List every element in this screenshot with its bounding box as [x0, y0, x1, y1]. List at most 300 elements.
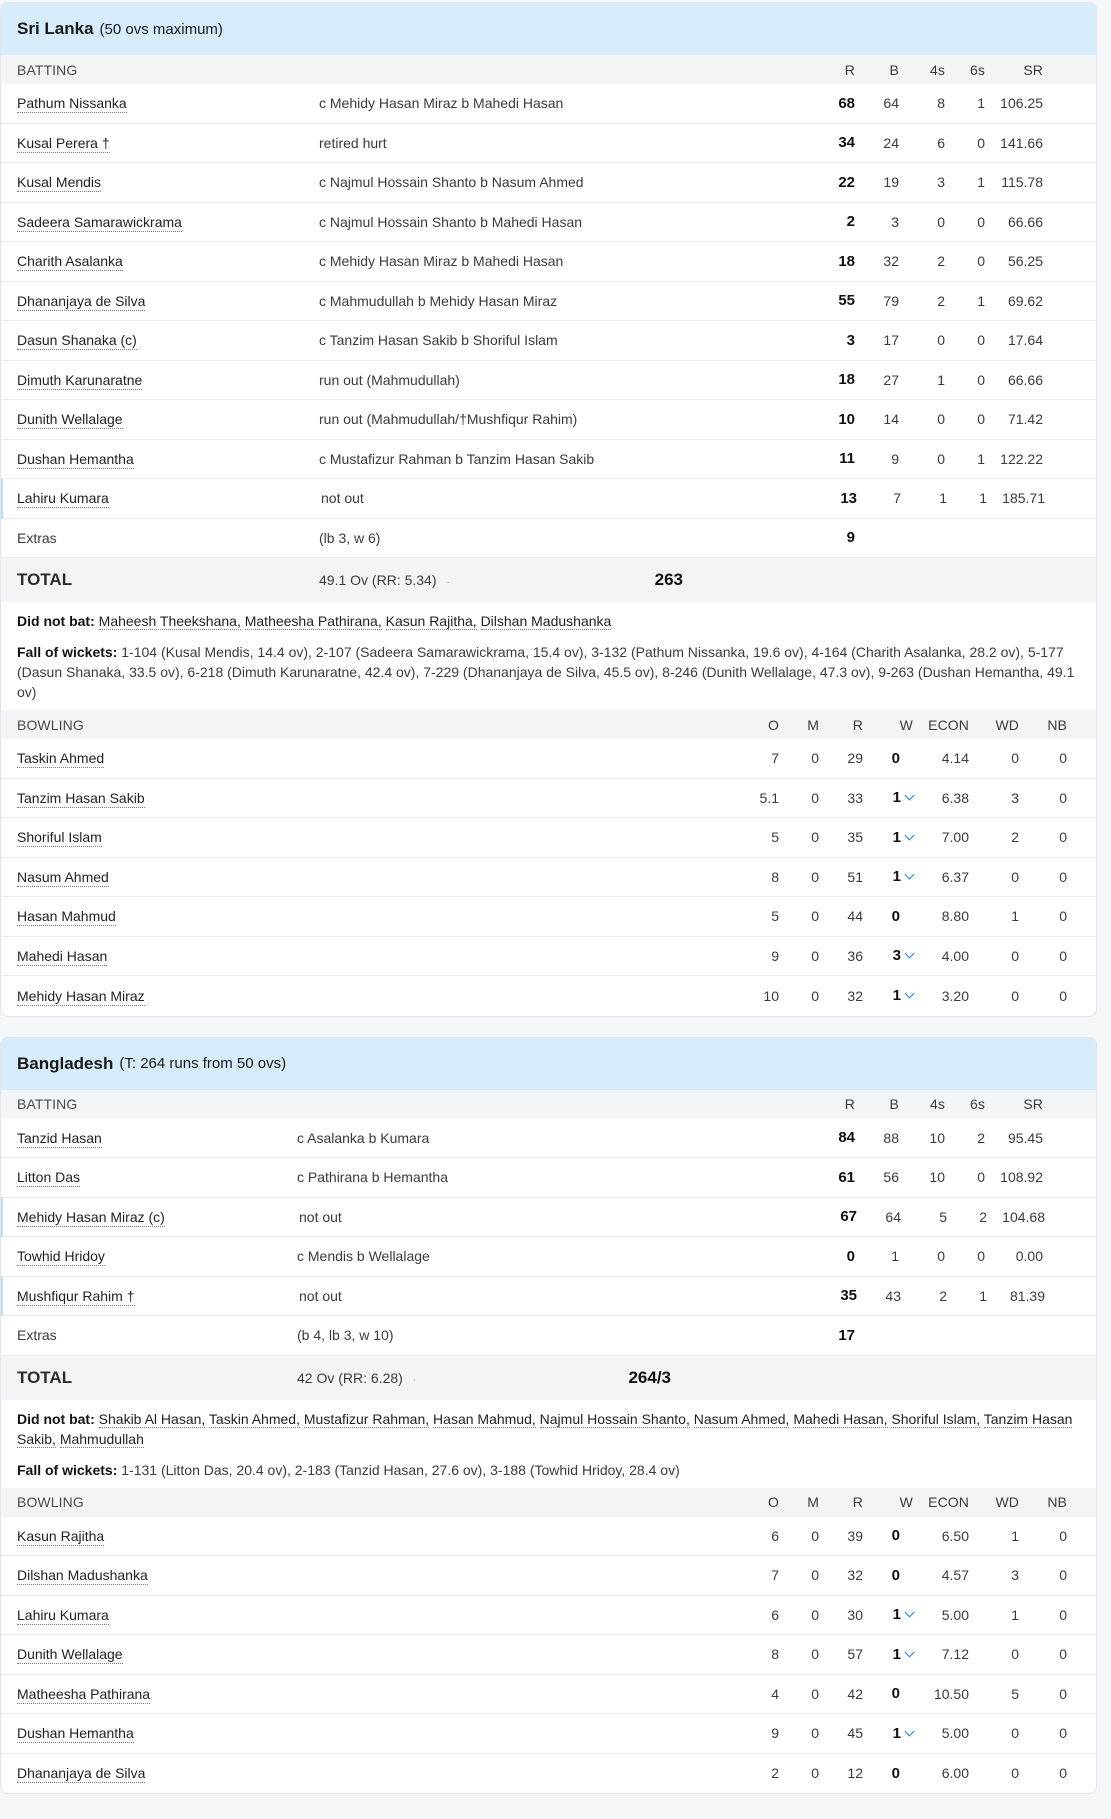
chevron-down-icon[interactable] [905, 830, 915, 840]
extras-label: Extras [17, 529, 57, 546]
bat-stat-b: 14 [883, 411, 899, 428]
innings-header[interactable] [1, 1038, 1096, 1090]
batter-name-link[interactable]: Litton Das [17, 1169, 81, 1186]
batter-name-cell [1, 411, 319, 427]
batter-row [1, 479, 1096, 519]
chevron-down-icon[interactable] [905, 1608, 915, 1618]
wickets-value: 0 [891, 1527, 900, 1545]
bowl-stat-r: 36 [847, 947, 863, 964]
bowl-stat-r: 33 [847, 789, 863, 806]
batter-name-link[interactable]: Kusal Mendis [17, 174, 102, 191]
bat-stat-sr: 0.00 [1015, 1248, 1043, 1265]
bat-stat-r: 68 [838, 94, 855, 112]
bat-stat-r: 18 [838, 371, 855, 389]
bat-stat-fours: 1 [939, 490, 947, 507]
dismissal-text: c Pathirana b Hemantha [297, 1169, 448, 1186]
bowl-stat-o: 9 [771, 1725, 779, 1742]
bowl-stat-r: 35 [847, 829, 863, 846]
bowl-stat-econ: 6.37 [941, 868, 969, 885]
bowl-stat-econ: 4.00 [941, 947, 969, 964]
extras-label: Extras [17, 1327, 57, 1344]
bat-stat-fours: 2 [937, 292, 945, 309]
bowler-name-cell [1, 948, 741, 964]
bowl-stat-econ: 6.00 [941, 1765, 969, 1782]
chevron-down-icon[interactable] [905, 1647, 915, 1657]
did-not-bat-label: Did not bat: [17, 1410, 95, 1427]
bowl-stat-o: 5 [771, 908, 779, 925]
team-name: Bangladesh [17, 1053, 114, 1073]
bat-stat-sixes: 1 [977, 95, 985, 112]
bowl-stat-econ: 8.80 [941, 908, 969, 925]
batter-row [1, 1237, 1096, 1277]
bowl-stat-m: 0 [811, 987, 819, 1004]
total-label: TOTAL [17, 1367, 73, 1387]
bowl-stat-w[interactable] [863, 1646, 913, 1663]
batting-heading: BATTING [17, 61, 78, 78]
bowler-name-link[interactable]: Kasun Rajitha [17, 1527, 105, 1544]
bat-stat-sr: 66.66 [1007, 371, 1043, 388]
bowl-stat-wd: 2 [1011, 829, 1019, 846]
dismissal-text: c Mehidy Hasan Miraz b Mahedi Hasan [319, 95, 564, 112]
did-not-bat-player[interactable]: Shoriful Islam, [891, 1410, 981, 1427]
bowler-row [1, 1556, 1096, 1596]
team-name: Sri Lanka [17, 19, 94, 38]
batter-name-link[interactable]: Dimuth Karunaratne [17, 371, 143, 388]
dismissal-text: retired hurt [319, 134, 387, 151]
batter-row [1, 124, 1096, 164]
bowl-stat-econ: 10.50 [933, 1685, 969, 1702]
separator-dot: · [446, 577, 450, 588]
innings-header[interactable] [1, 3, 1096, 55]
extras-total: 9 [846, 529, 855, 547]
batter-name-link[interactable]: Mehidy Hasan Miraz (c) [17, 1208, 165, 1225]
bowl-stat-wd: 1 [1011, 1606, 1019, 1623]
bowl-stat-o: 9 [771, 947, 779, 964]
dismissal-text: c Najmul Hossain Shanto b Nasum Ahmed [319, 174, 584, 191]
bowl-col-header: ECON [928, 716, 969, 733]
bat-stat-sixes: 1 [977, 174, 985, 191]
bowl-stat-w[interactable] [863, 868, 913, 885]
did-not-bat-player[interactable]: Matheesha Pathirana, [244, 613, 382, 629]
dismissal-text: c Mehidy Hasan Miraz b Mahedi Hasan [319, 253, 564, 270]
bat-stat-r: 34 [838, 134, 855, 152]
batter-row [1, 203, 1096, 243]
did-not-bat-player[interactable]: Tanzim Hasan Sakib, [17, 1410, 1073, 1447]
fall-of-wickets [1, 633, 1096, 710]
batter-name-cell [1, 253, 319, 269]
batter-row [1, 440, 1096, 480]
did-not-bat-label: Did not bat: [17, 613, 95, 629]
bowling-heading: BOWLING [17, 716, 84, 733]
bowl-col-header: O [768, 1494, 779, 1510]
bowl-stat-w[interactable] [863, 1606, 913, 1623]
fall-of-wickets-label: Fall of wickets: [17, 1461, 118, 1478]
bowl-stat-m: 0 [811, 1567, 819, 1584]
extras-row [1, 519, 1096, 559]
bat-col-header: 6s [970, 1096, 985, 1112]
bat-stat-sixes: 0 [977, 1248, 985, 1265]
batter-name-link[interactable]: Charith Asalanka [17, 253, 123, 270]
bat-stat-r: 3 [846, 331, 855, 349]
innings-card [0, 2, 1097, 1017]
bowl-stat-m: 0 [811, 750, 819, 767]
bowl-stat-nb: 0 [1059, 987, 1067, 1004]
bat-stat-fours: 0 [937, 332, 945, 349]
bat-stat-r: 10 [838, 410, 855, 428]
bowl-stat-r: 29 [847, 750, 863, 767]
bat-stat-b: 32 [883, 253, 899, 270]
bat-stat-r: 61 [838, 1168, 855, 1186]
wickets-value: 1 [892, 828, 901, 846]
bowler-name-link[interactable]: Tanzim Hasan Sakib [17, 789, 145, 806]
bowl-stat-r: 57 [847, 1646, 863, 1663]
bowler-name-link[interactable]: Nasum Ahmed [17, 868, 109, 885]
bowl-stat-w [863, 1685, 913, 1702]
bowl-stat-nb: 0 [1059, 789, 1067, 806]
bowler-name-link[interactable]: Taskin Ahmed [17, 750, 105, 767]
bat-stat-sr: 95.45 [1007, 1129, 1043, 1146]
bowler-name-link[interactable]: Dushan Hemantha [17, 1725, 134, 1742]
batter-row [1, 400, 1096, 440]
bowler-row [1, 897, 1096, 937]
total-runs: 264/3 [628, 1367, 671, 1387]
batter-name-link[interactable]: Pathum Nissanka [17, 95, 127, 112]
bowl-col-header: M [807, 1494, 819, 1510]
batter-name-link[interactable]: Dasun Shanaka (c) [17, 332, 137, 349]
did-not-bat-player[interactable]: Kasun Rajitha, [385, 613, 477, 629]
bat-stat-b: 64 [885, 1208, 901, 1225]
did-not-bat-player[interactable]: Najmul Hossain Shanto, [539, 1410, 690, 1427]
bat-stat-b: 64 [883, 95, 899, 112]
bat-stat-fours: 6 [937, 134, 945, 151]
chevron-down-icon[interactable] [905, 989, 915, 999]
bowl-stat-econ: 7.00 [941, 829, 969, 846]
bat-stat-sr: 69.62 [1007, 292, 1043, 309]
bowler-name-cell [1, 869, 741, 885]
fall-of-wickets-text: 1-104 (Kusal Mendis, 14.4 ov), 2-107 (Sadeera Samarawickrama, 15.4 ov), 3-132 (Pathum Nissanka, 19.6 ov), 4-164 (Charith Asalanka, 28.2 ov), 5-177 (Dasun Shanaka, 33.5 ov), 6-218 (Dimuth Karunaratne, 42.4 ov), 7-229 (Dhananjaya de Silva, 45.5 ov), 8-246 (Dunith Wellalage, 47.3 ov), 9-263 (Dushan Hemantha, 49.1 ov) [17, 644, 1075, 700]
bowler-row [1, 1754, 1096, 1794]
bat-stat-sr: 108.92 [1000, 1169, 1043, 1186]
bowl-stat-wd: 0 [1011, 947, 1019, 964]
bowl-col-header: WD [995, 716, 1019, 733]
bowler-name-cell [1, 908, 741, 924]
bowler-row [1, 1517, 1096, 1557]
wickets-value: 1 [892, 789, 901, 807]
bat-col-header: 4s [930, 61, 945, 78]
total-label: TOTAL [17, 570, 73, 589]
bat-col-header: B [889, 61, 899, 78]
bowl-stat-econ: 6.38 [941, 789, 969, 806]
innings-card [0, 1037, 1097, 1795]
total-row [1, 1356, 1096, 1400]
fall-of-wickets-label: Fall of wickets: [17, 644, 118, 660]
did-not-bat-player[interactable]: Mustafizur Rahman, [303, 1410, 430, 1427]
bowler-name-link[interactable]: Shoriful Islam [17, 829, 102, 846]
bowl-stat-nb: 0 [1059, 750, 1067, 767]
wickets-value: 1 [892, 1645, 901, 1663]
bowl-stat-w[interactable] [863, 1725, 913, 1742]
bowl-stat-econ: 4.14 [941, 750, 969, 767]
wickets-value: 0 [891, 1566, 900, 1584]
bowl-stat-nb: 0 [1059, 1725, 1067, 1742]
bat-stat-r: 84 [838, 1129, 855, 1147]
bat-stat-fours: 2 [937, 253, 945, 270]
did-not-bat-player[interactable]: Mahedi Hasan, [793, 1410, 888, 1427]
bowl-stat-wd: 3 [1011, 789, 1019, 806]
bowl-stat-m: 0 [811, 829, 819, 846]
bowl-stat-wd: 0 [1011, 1725, 1019, 1742]
bat-stat-sr: 106.25 [1000, 95, 1043, 112]
bowl-stat-o: 2 [771, 1765, 779, 1782]
bat-stat-b: 27 [883, 371, 899, 388]
chevron-down-icon[interactable] [905, 1726, 915, 1736]
did-not-bat-player[interactable]: Mahmudullah [59, 1430, 144, 1447]
bowling-header-row [1, 710, 1096, 739]
bat-stat-sixes: 2 [979, 1208, 987, 1225]
bat-stat-fours: 10 [929, 1169, 945, 1186]
bowl-stat-r: 12 [847, 1765, 863, 1782]
batting-header-row [1, 55, 1096, 84]
did-not-bat-player[interactable]: Taskin Ahmed, [208, 1410, 300, 1427]
bowl-col-header: W [899, 1494, 913, 1510]
batter-row [1, 1198, 1096, 1238]
bowler-row [1, 1675, 1096, 1715]
bat-stat-fours: 5 [939, 1208, 947, 1225]
batter-row [1, 321, 1096, 361]
batter-name-link[interactable]: Tanzid Hasan [17, 1129, 102, 1146]
bat-stat-sr: 66.66 [1007, 213, 1043, 230]
did-not-bat-player[interactable]: Dilshan Madushanka [480, 613, 612, 629]
bat-stat-b: 43 [885, 1287, 901, 1304]
bowler-row [1, 818, 1096, 858]
bowl-stat-o: 5 [771, 829, 779, 846]
bat-stat-sr: 141.66 [1000, 134, 1043, 151]
bat-stat-b: 1 [891, 1248, 899, 1265]
bowler-name-link[interactable]: Hasan Mahmud [17, 908, 116, 925]
bat-col-header: R [844, 61, 855, 78]
bowl-stat-econ: 4.57 [941, 1567, 969, 1584]
total-overs-cell [319, 572, 563, 588]
bowl-stat-w[interactable] [863, 829, 913, 846]
batter-row [1, 163, 1096, 203]
bat-stat-fours: 8 [937, 95, 945, 112]
bat-stat-sixes: 0 [977, 134, 985, 151]
bat-stat-sixes: 0 [977, 332, 985, 349]
did-not-bat-player[interactable]: Maheesh Theekshana, [98, 613, 241, 629]
extras-detail: (b 4, lb 3, w 10) [297, 1327, 394, 1344]
fall-of-wickets [1, 1451, 1096, 1488]
bowler-name-cell [1, 1567, 741, 1583]
bowl-stat-wd: 0 [1011, 1765, 1019, 1782]
total-overs-cell [297, 1370, 547, 1386]
bowl-stat-w [863, 1527, 913, 1544]
bowl-stat-w[interactable] [863, 947, 913, 964]
did-not-bat-player[interactable]: Nasum Ahmed, [693, 1410, 790, 1427]
bat-stat-fours: 10 [929, 1129, 945, 1146]
bowl-stat-w[interactable] [863, 789, 913, 806]
bat-stat-b: 7 [893, 490, 901, 507]
batter-row [1, 1119, 1096, 1159]
wickets-value: 0 [891, 1764, 900, 1782]
batter-name-link[interactable]: Sadeera Samarawickrama [17, 213, 182, 230]
bowler-name-link[interactable]: Dhananjaya de Silva [17, 1765, 146, 1782]
bowl-stat-o: 8 [771, 868, 779, 885]
bowl-stat-wd: 0 [1011, 868, 1019, 885]
bowl-stat-m: 0 [811, 868, 819, 885]
dismissal-text: c Asalanka b Kumara [297, 1129, 430, 1146]
bat-stat-fours: 0 [937, 450, 945, 467]
bowl-stat-m: 0 [811, 908, 819, 925]
bat-stat-sixes: 0 [977, 411, 985, 428]
batter-name-link[interactable]: Towhid Hridoy [17, 1248, 105, 1265]
bowler-name-cell [1, 988, 741, 1004]
bat-col-header: B [889, 1096, 899, 1112]
bowling-heading: BOWLING [17, 1494, 84, 1510]
bowler-name-link[interactable]: Dunith Wellalage [17, 1646, 123, 1663]
batting-heading: BATTING [17, 1096, 78, 1112]
extras-detail: (lb 3, w 6) [319, 529, 381, 546]
bowler-name-cell [1, 750, 741, 766]
bowl-stat-wd: 1 [1011, 1527, 1019, 1544]
bowl-stat-m: 0 [811, 1685, 819, 1702]
bowler-name-link[interactable]: Mahedi Hasan [17, 947, 108, 964]
bowl-col-header: WD [995, 1494, 1019, 1510]
innings-subtitle: (50 ovs maximum) [99, 20, 223, 38]
bowler-name-link[interactable]: Matheesha Pathirana [17, 1685, 151, 1702]
bowl-stat-nb: 0 [1059, 1685, 1067, 1702]
did-not-bat-player[interactable]: Shakib Al Hasan, [98, 1410, 206, 1427]
bowl-stat-o: 6 [771, 1606, 779, 1623]
bat-stat-b: 88 [883, 1129, 899, 1146]
bowl-stat-wd: 3 [1011, 1567, 1019, 1584]
batter-name-cell [1, 293, 319, 309]
fall-of-wickets-text: 1-131 (Litton Das, 20.4 ov), 2-183 (Tanzid Hasan, 27.6 ov), 3-188 (Towhid Hridoy, 28.4 ov) [121, 1461, 680, 1478]
bowler-name-link[interactable]: Dilshan Madushanka [17, 1567, 148, 1584]
bowl-stat-nb: 0 [1059, 1765, 1067, 1782]
bat-stat-b: 24 [883, 134, 899, 151]
chevron-down-icon[interactable] [905, 870, 915, 880]
bowl-stat-econ: 5.00 [941, 1725, 969, 1742]
bowl-stat-nb: 0 [1059, 1527, 1067, 1544]
bowl-stat-econ: 3.20 [941, 987, 969, 1004]
bowl-stat-wd: 0 [1011, 987, 1019, 1004]
bowl-stat-nb: 0 [1059, 829, 1067, 846]
bat-stat-fours: 3 [937, 174, 945, 191]
bat-stat-b: 56 [883, 1169, 899, 1186]
bat-stat-fours: 1 [937, 371, 945, 388]
bowl-col-header: R [852, 716, 863, 733]
bowler-name-link[interactable]: Lahiru Kumara [17, 1606, 109, 1623]
wickets-value: 1 [892, 1724, 901, 1742]
bowling-header-row [1, 1488, 1096, 1517]
batter-row [1, 1158, 1096, 1198]
bowl-stat-econ: 7.12 [941, 1646, 969, 1663]
bat-stat-r: 2 [846, 213, 855, 231]
bat-stat-sr: 122.22 [1000, 450, 1043, 467]
bowl-stat-econ: 5.00 [941, 1606, 969, 1623]
innings-subtitle: (T: 264 runs from 50 ovs) [119, 1055, 287, 1072]
bowl-stat-w [863, 1567, 913, 1584]
bowl-stat-r: 42 [847, 1685, 863, 1702]
batter-name-cell [1, 372, 319, 388]
bowl-stat-nb: 0 [1059, 947, 1067, 964]
batter-row [1, 242, 1096, 282]
bat-stat-r: 67 [840, 1208, 857, 1226]
bowler-name-cell [1, 1646, 741, 1662]
bat-col-header: SR [1023, 61, 1043, 78]
bat-stat-b: 17 [883, 332, 899, 349]
bowler-row [1, 1635, 1096, 1675]
batter-row [1, 84, 1096, 124]
bowler-name-cell [1, 1686, 741, 1702]
batter-name-cell [1, 135, 319, 151]
bowl-stat-o: 4 [771, 1685, 779, 1702]
bat-stat-sixes: 0 [977, 253, 985, 270]
batter-name-link[interactable]: Lahiru Kumara [17, 490, 109, 507]
wickets-value: 0 [891, 907, 900, 925]
did-not-bat [1, 602, 1096, 633]
batter-name-link[interactable]: Dushan Hemantha [17, 450, 134, 467]
bowl-stat-r: 44 [847, 908, 863, 925]
bat-stat-sixes: 1 [979, 1287, 987, 1304]
bowler-name-cell [1, 1528, 741, 1544]
bowl-stat-o: 5.1 [759, 789, 779, 806]
batter-name-cell [1, 451, 319, 467]
bowler-row [1, 1596, 1096, 1636]
bowl-stat-o: 7 [771, 1567, 779, 1584]
bowl-stat-nb: 0 [1059, 868, 1067, 885]
did-not-bat-player[interactable]: Hasan Mahmud, [433, 1410, 536, 1427]
bowler-name-link[interactable]: Mehidy Hasan Miraz [17, 987, 145, 1004]
batter-name-cell [1, 1248, 297, 1264]
dismissal-text: not out [299, 1287, 342, 1304]
batter-row [1, 282, 1096, 322]
bat-stat-fours: 0 [937, 411, 945, 428]
dismissal-text: c Mustafizur Rahman b Tanzim Hasan Sakib [319, 450, 595, 467]
bowler-row [1, 937, 1096, 977]
bowl-col-header: R [852, 1494, 863, 1510]
bat-stat-r: 0 [846, 1247, 855, 1265]
chevron-down-icon[interactable] [905, 791, 915, 801]
batter-name-link[interactable]: Dhananjaya de Silva [17, 292, 146, 309]
dismissal-text: run out (Mahmudullah) [319, 371, 460, 388]
bowl-stat-w[interactable] [863, 987, 913, 1004]
dismissal-text: c Mahmudullah b Mehidy Hasan Miraz [319, 292, 558, 309]
total-runs: 263 [654, 570, 683, 589]
batter-name-link[interactable]: Kusal Perera † [17, 134, 110, 151]
bowl-col-header: M [807, 716, 819, 733]
bowl-stat-w [863, 1765, 913, 1782]
wickets-value: 1 [892, 1606, 901, 1624]
bowler-name-cell [1, 1607, 741, 1623]
bat-col-header: 4s [930, 1096, 945, 1112]
chevron-down-icon[interactable] [905, 949, 915, 959]
bowl-stat-r: 32 [847, 987, 863, 1004]
bowler-row [1, 739, 1096, 779]
did-not-bat [1, 1400, 1096, 1451]
bat-stat-r: 55 [838, 292, 855, 310]
bowl-stat-m: 0 [811, 1725, 819, 1742]
batter-name-link[interactable]: Mushfiqur Rahim † [17, 1287, 135, 1304]
bat-stat-sixes: 0 [977, 1169, 985, 1186]
batter-name-link[interactable]: Dunith Wellalage [17, 411, 123, 428]
bowl-stat-o: 10 [763, 987, 779, 1004]
wickets-value: 1 [892, 987, 901, 1005]
bat-stat-fours: 0 [937, 213, 945, 230]
bowler-row [1, 779, 1096, 819]
bowl-stat-r: 45 [847, 1725, 863, 1742]
bowl-stat-wd: 1 [1011, 908, 1019, 925]
